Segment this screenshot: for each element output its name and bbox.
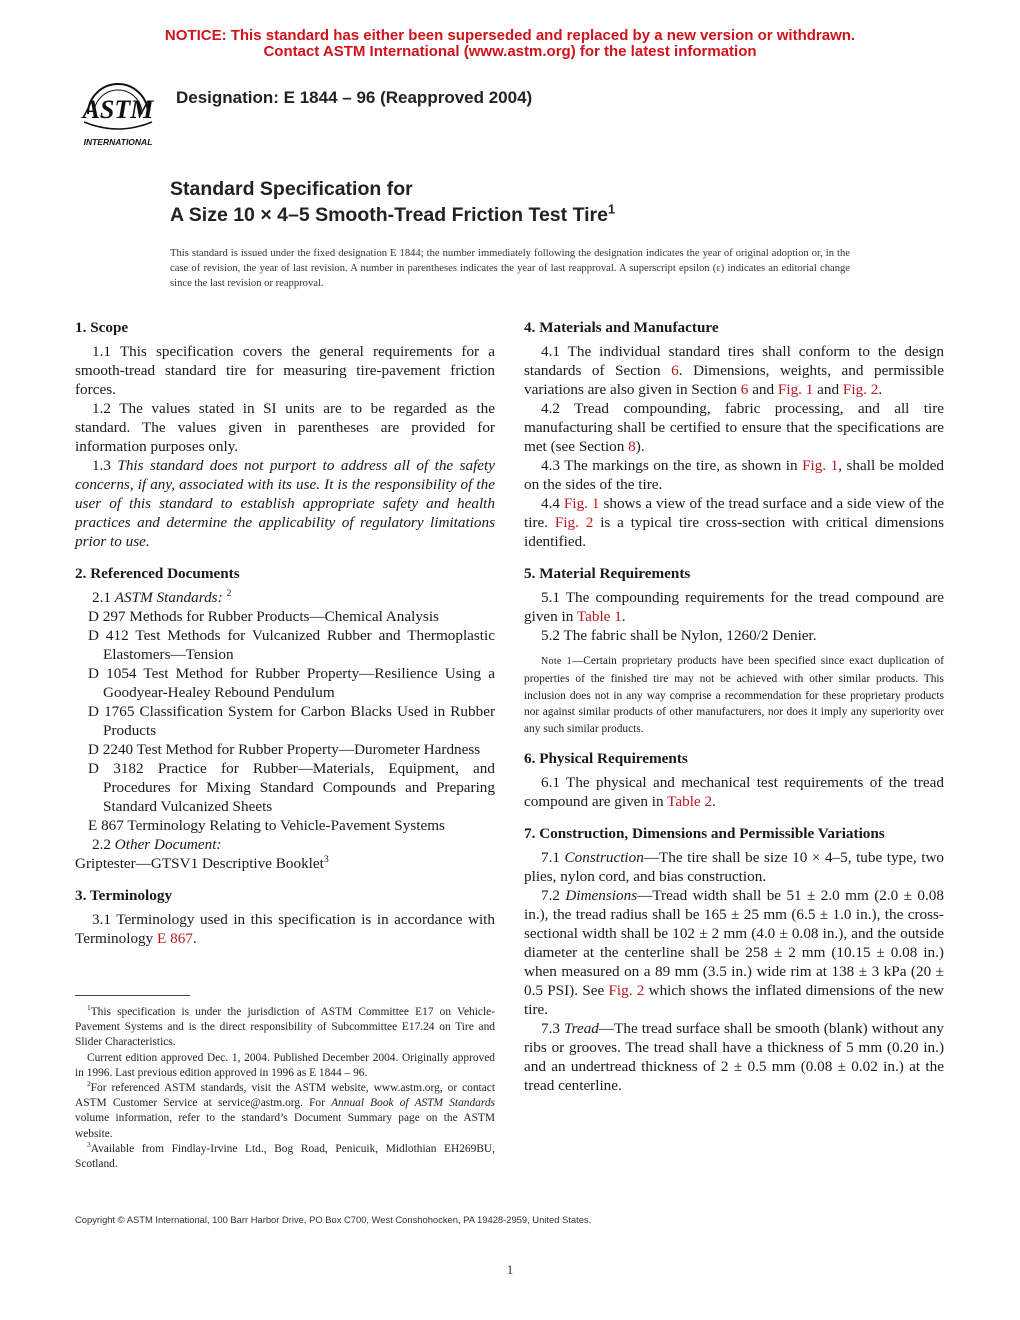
- footnote-1: [75, 1005, 495, 1051]
- footnote-divider: [75, 995, 190, 996]
- ref-d2240: D 2240 Test Method for Rubber Property—Durometer Hardness: [88, 741, 481, 758]
- title-footnote-mark: 1: [607, 202, 616, 217]
- other-document-text: Griptester—GTSV1 Descriptive Booklet: [75, 855, 324, 872]
- para-4-1-and-b: and: [817, 381, 840, 398]
- link-section-8[interactable]: 8: [628, 438, 636, 455]
- para-7-3-num: 7.3: [541, 1019, 560, 1037]
- link-fig-2-b[interactable]: Fig. 2: [554, 514, 594, 531]
- para-4-3-end: , shall be molded on the sides of the tire.: [524, 457, 945, 493]
- para-2-1: [75, 588, 495, 607]
- notice-line-2: Contact ASTM International (www.astm.org) for the latest information: [263, 43, 757, 60]
- para-4-2-end: ).: [635, 438, 645, 455]
- para-4-3-text: 4.3 The markings on the tire, as shown in: [541, 457, 798, 474]
- title: [170, 176, 615, 228]
- footnote-3-text: Available from Findlay-Irvine Ltd., Bog Road, Penicuik, Midlothian EH269BU, Scotland.: [75, 1142, 495, 1171]
- para-7-3: [524, 1019, 944, 1095]
- para-4-2: [524, 399, 944, 456]
- ref-d1054: D 1054 Test Method for Rubber Property—Resilience Using a Goodyear-Healey Rebound Pendulum: [88, 665, 495, 701]
- logo-subtext: INTERNATIONAL: [83, 137, 153, 147]
- footnotes: [75, 1005, 495, 1172]
- designation: Designation: E 1844 – 96 (Reapproved 2004): [176, 88, 533, 107]
- para-4-2-text: 4.2 Tread compounding, fabric processing, and all tire manufacturing shall be certified to ensure that the specifications are met (see Section: [524, 400, 944, 455]
- para-4-1-end: .: [878, 381, 883, 398]
- link-fig-2[interactable]: Fig. 2: [842, 381, 879, 398]
- para-1-3-text: This standard does not purport to address all of the safety concerns, if any, associated with its use. It is the responsibility of the user of this standard to establish appropriate safety and health practices and determine the applicability of regulatory limitations prior to use.: [75, 457, 496, 550]
- para-4-1-text-a: 4.1 The individual standard tires shall conform to the design standards of Section: [524, 343, 944, 379]
- para-3-1-end: .: [192, 930, 197, 947]
- para-1-3-num: 1.3: [92, 457, 111, 474]
- footnote-2-mark: 2: [87, 1079, 91, 1089]
- para-4-1: [524, 342, 944, 399]
- footnote-1-b: Current edition approved Dec. 1, 2004. Published December 2004. Originally approved in 1996. Last previous edition approved in 1996 as E 1844 – 96.: [75, 1051, 495, 1079]
- footnote-1-mark: 1: [87, 1003, 91, 1013]
- section-1-heading: 1. Scope: [75, 319, 129, 336]
- ref-d412: D 412 Test Methods for Vulcanized Rubber and Thermoplastic Elastomers—Tension: [88, 627, 495, 663]
- para-7-1-text: —The tire shall be size 10 × 4–5, tube type, two plies, nylon cord, and bias construction.: [524, 848, 945, 885]
- para-2-1-sup: 2: [226, 587, 232, 599]
- section-3-heading: 3. Terminology: [75, 887, 173, 904]
- para-7-1: [524, 848, 944, 886]
- para-1-3: [75, 456, 495, 551]
- link-fig-1-b[interactable]: Fig. 1: [802, 457, 839, 474]
- para-4-4-num: 4.4: [541, 495, 560, 512]
- title-text: A Size 10 × 4–5 Smooth-Tread Friction Test Tire: [170, 204, 608, 226]
- link-fig-1-c[interactable]: Fig. 1: [563, 495, 600, 512]
- section-7-heading: 7. Construction, Dimensions and Permissible Variations: [524, 824, 885, 842]
- para-3-1-text: 3.1 Terminology used in this specification is in accordance with Terminology: [75, 911, 495, 947]
- para-7-2: [524, 886, 944, 1019]
- para-5-1-text: 5.1 The compounding requirements for the tread compound are given in: [524, 589, 944, 625]
- para-2-1-num: 2.1: [92, 589, 111, 606]
- footnote-2-text-b: volume information, refer to the standard’s Document Summary page on the ASTM website.: [75, 1112, 495, 1140]
- footnote-2: [75, 1081, 495, 1142]
- para-4-3: [524, 456, 944, 494]
- para-4-4: [524, 494, 944, 551]
- para-7-1-term: Construction: [564, 848, 644, 866]
- para-4-1-and: and: [752, 381, 775, 398]
- para-6-1-end: .: [712, 792, 716, 810]
- title-line-1: Standard Specification for: [170, 178, 413, 200]
- para-5-1-end: .: [621, 608, 626, 625]
- para-7-2-end: which shows the inflated dimensions of the new tire.: [524, 981, 945, 1018]
- para-7-2-term: Dimensions: [565, 886, 638, 904]
- para-4-4-end: is a typical tire cross-section with critical dimensions identified.: [524, 514, 945, 550]
- para-4-4-text: shows a view of the tread surface and a side view of the tire.: [524, 495, 945, 531]
- astm-logo: [74, 74, 162, 150]
- link-section-6[interactable]: 6: [671, 362, 679, 379]
- ref-d297: D 297 Methods for Rubber Products—Chemical Analysis: [88, 608, 439, 625]
- note-1: [524, 653, 944, 738]
- footnote-2-italic: Annual Book of ASTM Standards: [331, 1097, 495, 1110]
- para-2-2-text: Other Document:: [114, 836, 222, 853]
- note-1-text: —Certain proprietary products have been specified since exact duplication of properties of the finished tire may not be achieved with other similar products. This inclusion does not in any way comprise a recommendation for these proprietary products nor against similar products of other manufacturers, nor does it imply any superiority over any such similar products.: [524, 655, 944, 736]
- footnote-2-text: For referenced ASTM standards, visit the ASTM website, www.astm.org, or contact ASTM Customer Service at service@astm.org. For: [75, 1082, 495, 1110]
- para-5-2: 5.2 The fabric shall be Nylon, 1260/2 Denier.: [541, 627, 817, 644]
- link-table-2[interactable]: Table 2: [667, 792, 713, 810]
- para-1-1: 1.1 This specification covers the general requirements for a smooth-tread standard tire for measuring tire-pavement friction forces.: [75, 343, 495, 398]
- para-2-1-text: ASTM Standards:: [114, 589, 223, 606]
- section-6-heading: 6. Physical Requirements: [524, 749, 688, 767]
- para-3-1: [75, 910, 495, 948]
- link-fig-1[interactable]: Fig. 1: [777, 381, 814, 398]
- para-6-1-text: 6.1 The physical and mechanical test requirements of the tread compound are given in: [524, 773, 944, 810]
- issuance-note: This standard is issued under the fixed designation E 1844; the number immediately following the designation indicates the year of original adoption or, in the case of revision, the year of last revision. A number in parentheses indicates the year of last reapproval. A superscript epsilon (ε) indicates an editorial change since the last revision or reapproval.: [170, 248, 850, 289]
- section-2-heading: 2. Referenced Documents: [75, 565, 240, 582]
- para-4-1-text-b: . Dimensions, weights, and permissible variations are also given in Section: [524, 362, 944, 398]
- other-document-sup: 3: [323, 853, 329, 865]
- link-fig-2-c[interactable]: Fig. 2: [608, 981, 645, 999]
- link-e867[interactable]: E 867: [157, 930, 193, 947]
- ref-e867: E 867 Terminology Relating to Vehicle-Pavement Systems: [88, 817, 445, 834]
- logo-letters: ASTM: [82, 95, 154, 124]
- para-7-2-num: 7.2: [541, 886, 560, 904]
- left-column: [75, 318, 495, 948]
- para-6-1: [524, 773, 944, 811]
- para-7-2-text: —Tread width shall be 51 ± 2.0 mm (2.0 ± 0.08 in.), the tread radius shall be 165 ± 25 mm (6.5 ± 1.0 in.), the cross-sectional width shall be 102 ± 2 mm (4.0 ± 0.08 in.), and the outside diameter at the centerline shall be 258 ± 2 mm (10.15 ± 0.08 in.) when measured on a 89 mm (3.5 in.) wide rim at 138 ± 3 kPa (20 ± 0.5 PSI). See: [524, 886, 944, 999]
- para-1-2: 1.2 The values stated in SI units are to be regarded as the standard. The values given in parentheses are provided for information purposes only.: [75, 400, 495, 455]
- footnote-3-mark: 3: [87, 1140, 91, 1150]
- para-5-1: [524, 588, 944, 626]
- footnote-3: [75, 1142, 495, 1172]
- other-document: [75, 854, 495, 873]
- copyright: Copyright © ASTM International, 100 Barr Harbor Drive, PO Box C700, West Conshohocken, PA 19428-2959, United States.: [75, 1214, 592, 1225]
- note-1-label: Note 1: [541, 656, 572, 667]
- para-2-2-num: 2.2: [92, 836, 111, 853]
- para-2-2: [75, 835, 495, 854]
- astm-logo-mark: [74, 74, 162, 150]
- footnote-1-text: This specification is under the jurisdiction of ASTM Committee E17 on Vehicle-Pavement Systems and is the direct responsibility of Subcommittee E17.24 on Tire and Slider Characteristics.: [75, 1006, 495, 1049]
- right-column: [524, 318, 944, 1095]
- ref-d1765: D 1765 Classification System for Carbon Blacks Used in Rubber Products: [88, 703, 495, 739]
- link-section-6-b[interactable]: 6: [740, 381, 749, 398]
- para-7-1-num: 7.1: [541, 848, 560, 866]
- link-table-1[interactable]: Table 1: [576, 608, 622, 625]
- section-4-heading: 4. Materials and Manufacture: [524, 319, 719, 336]
- notice-line-1: NOTICE: This standard has either been superseded and replaced by a new version or withdrawn.: [164, 27, 856, 44]
- page-number: 1: [506, 1262, 514, 1277]
- title-line-2: [170, 202, 615, 228]
- ref-d3182: D 3182 Practice for Rubber—Materials, Equipment, and Procedures for Mixing Standard Compounds and Preparing Standard Vulcanized Sheets: [88, 760, 495, 815]
- para-7-3-text: —The tread surface shall be smooth (blank) without any ribs or grooves. The tread shall have a thickness of 5 mm (0.20 in.) and an undertread thickness of 2 ± 0.5 mm (0.08 ± 0.02 in.) at the tread centerline.: [524, 1019, 945, 1094]
- para-7-3-term: Tread: [564, 1019, 599, 1037]
- section-5-heading: 5. Material Requirements: [524, 565, 691, 582]
